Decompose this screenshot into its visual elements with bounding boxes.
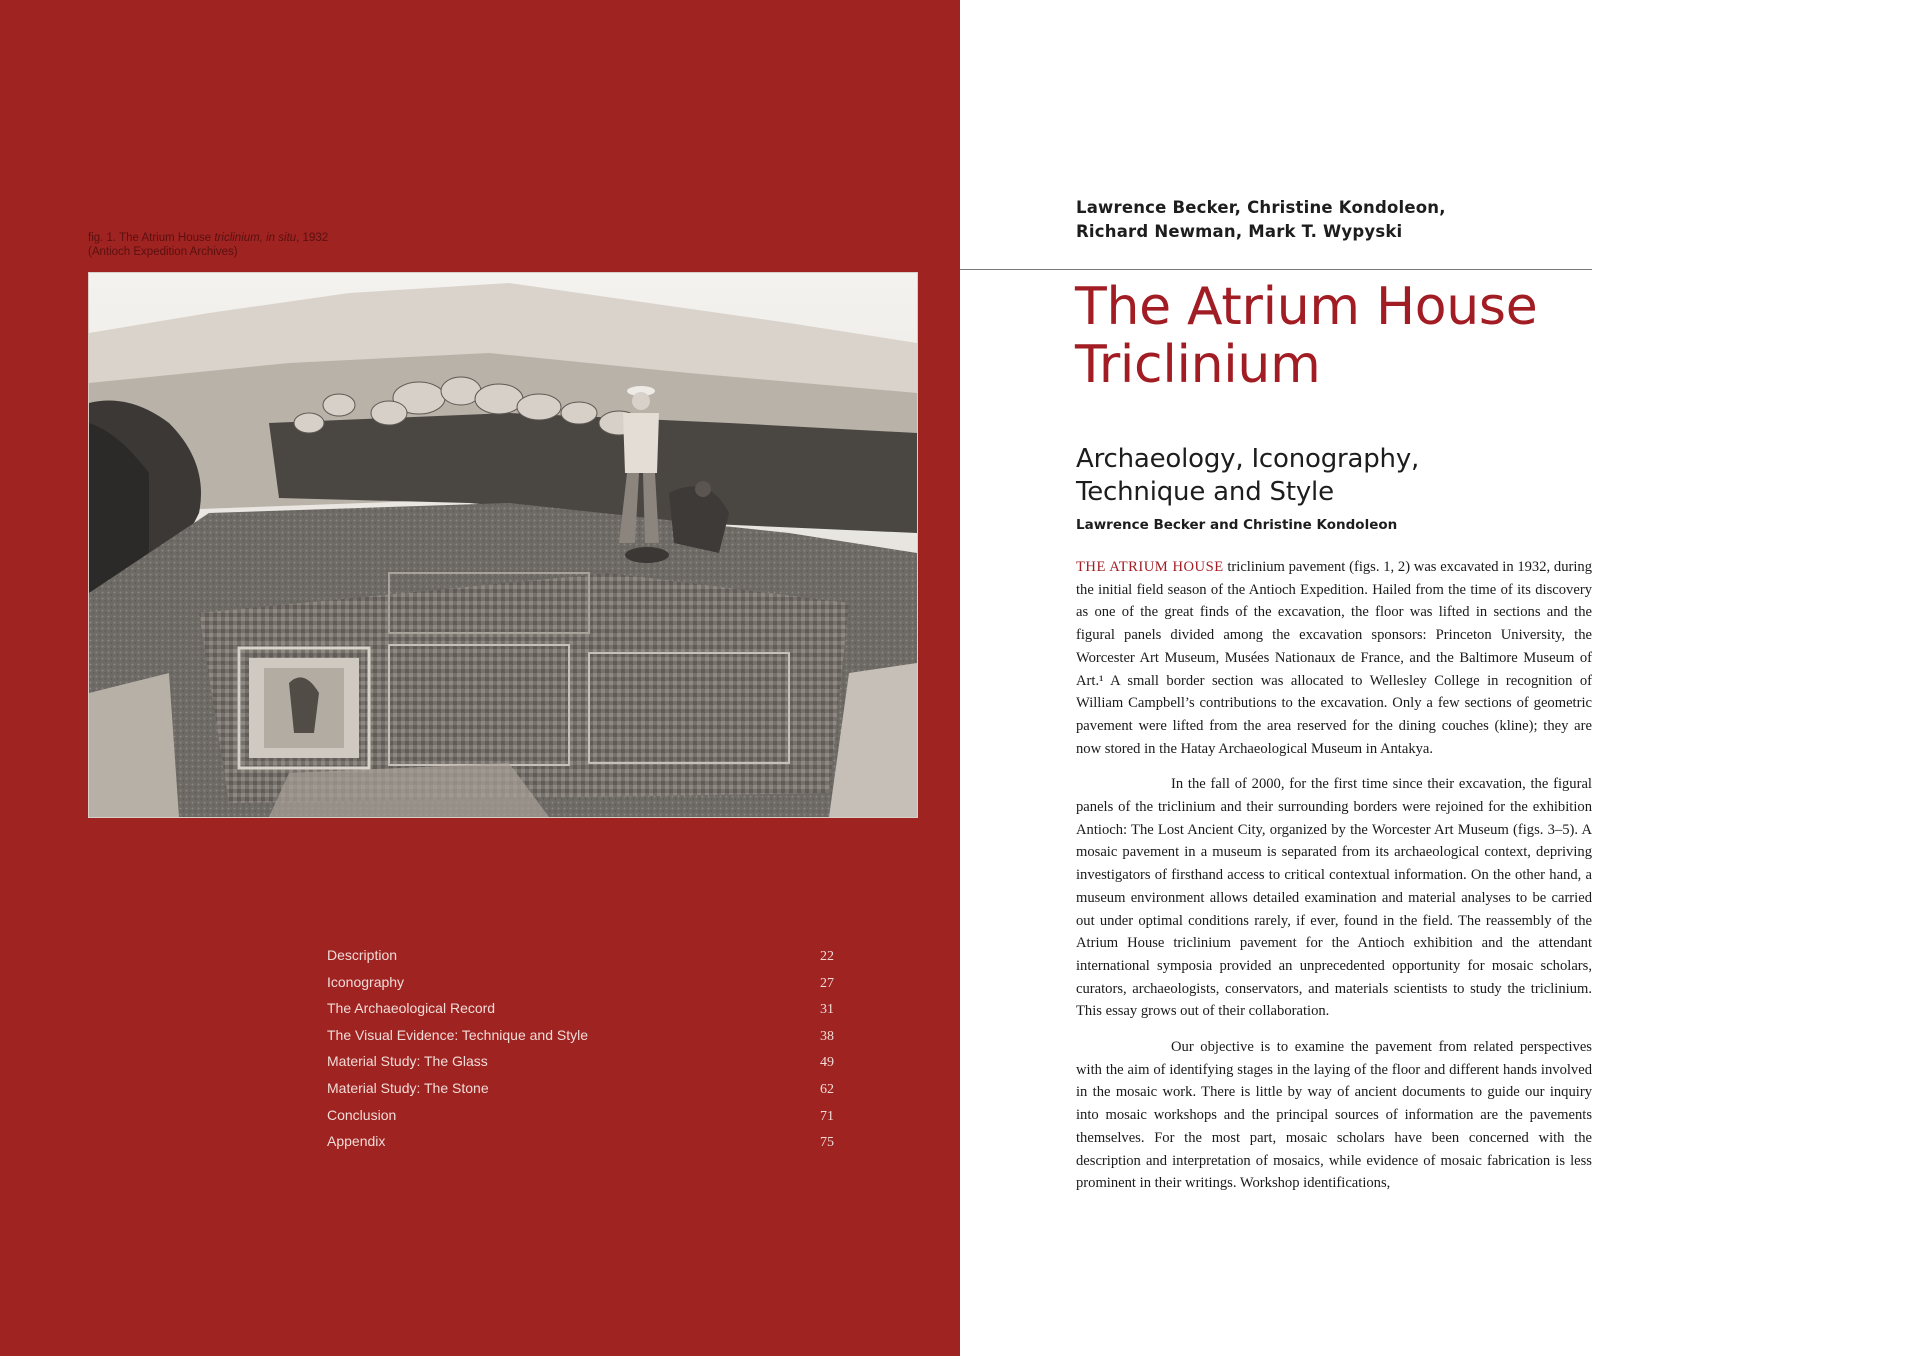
chapter-title [1075, 278, 1635, 394]
toc-label: Material Study: The Stone [327, 1079, 489, 1096]
toc-page-number: 49 [820, 1055, 834, 1071]
toc-page-number: 27 [820, 975, 834, 991]
toc-page-number: 22 [820, 949, 834, 964]
title-line: The Atrium House [1075, 277, 1538, 337]
caption-line-1 [88, 231, 508, 245]
subtitle-line: Technique and Style [1076, 477, 1334, 507]
toc-entry[interactable] [327, 1080, 834, 1107]
toc-entry[interactable] [327, 974, 834, 1001]
toc-entry[interactable] [327, 1053, 834, 1080]
caption-year: , 1932 [296, 232, 329, 244]
toc-entry[interactable] [327, 1000, 834, 1027]
toc-label: Description [327, 947, 398, 963]
toc-label: Conclusion [327, 1106, 397, 1123]
toc-label: Material Study: The Glass [327, 1053, 488, 1070]
divider-rule [960, 269, 1592, 270]
toc-page-number: 31 [820, 1002, 834, 1018]
author-list [1076, 196, 1636, 244]
toc-page-number: 75 [820, 1135, 834, 1151]
section-byline: Lawrence Becker and Christine Kondoleon [1076, 517, 1398, 533]
toc-entry[interactable] [327, 1107, 834, 1134]
toc-label: The Visual Evidence: Technique and Style [327, 1026, 588, 1043]
author-line: Lawrence Becker, Christine Kondoleon, [1076, 198, 1446, 217]
subtitle-line: Archaeology, Iconography, [1076, 444, 1420, 474]
section-title [1076, 443, 1636, 509]
excavation-photo [88, 272, 918, 818]
right-page [960, 0, 1920, 1356]
toc-entry[interactable] [327, 1027, 834, 1054]
toc-page-number: 71 [820, 1108, 834, 1124]
caption-italic: triclinium, in situ [214, 232, 297, 244]
toc-label: The Archaeological Record [327, 1000, 496, 1017]
lead-in: THE ATRIUM HOUSE [1076, 559, 1224, 575]
toc-entry[interactable] [327, 947, 834, 974]
paragraph [1076, 556, 1592, 760]
toc-page-number: 62 [820, 1081, 834, 1097]
paragraph: In the fall of 2000, for the first time since their excavation, the figural panels of the triclinium and their surrounding borders were rejoined for the exhibition Antioch: The Lost Ancient City, organized by the Worcester Art Museum (figs. 3–5). A mosaic pavement in a museum is separated from its archaeological context, depriving investigators of firsthand access to critical contextual information. On the other hand, a museum environment allows detailed examination and material analyses to be carried out under optimal conditions rarely, if ever, found in the field. The reassembly of the Atrium House triclinium pavement for the Antioch exhibition and the attendant international symposia provided an unprecedented opportunity for mosaic scholars, curators, archaeologists, conservators, and materials scientists to study the triclinium. This essay grows out of their collaboration. [1076, 776, 1592, 1020]
toc-label: Iconography [327, 973, 405, 990]
toc-entry[interactable] [327, 1133, 834, 1160]
paragraph: Our objective is to examine the pavement from related perspectives with the aim of identifying stages in the laying of the floor and different hands involved in the mosaic work. There is little by way of ancient documents to guide our inquiry into mosaic workshops and the principal sources of information are the pavements themselves. For the most part, mosaic scholars have been concerned with the description and interpretation of mosaics, while evidence of mosaic fabrication is less prominent in their writings. Workshop identifications, [1076, 1039, 1592, 1192]
paragraph-text: triclinium pavement (figs. 1, 2) was excavated in 1932, during the initial field season of the Antioch Expedition. Hailed from the time of its discovery as one of the great finds of the excavation, the floor was lifted in sections and the figural panels divided among the excavation sponsors: Princeton University, the Worcester Art Museum, Musées Nationaux de France, and the Baltimore Museum of Art.¹ A small border section was allocated to Wellesley College in recognition of William Campbell’s contributions to the excavation. Only a few sections of geometric pavement were lifted from the area reserved for the dining couches (kline); they are now stored in the Hatay Archaeological Museum in Antakya. [1076, 559, 1593, 757]
title-line: Triclinium [1075, 335, 1321, 395]
caption-text: fig. 1. The Atrium House [88, 232, 215, 244]
toc-label: Appendix [327, 1133, 386, 1150]
table-of-contents [327, 947, 834, 1160]
toc-page-number: 38 [820, 1028, 834, 1044]
caption-line-2: (Antioch Expedition Archives) [88, 246, 238, 258]
body-text [1076, 556, 1592, 1208]
figure-caption [88, 231, 508, 259]
author-line: Richard Newman, Mark T. Wypyski [1076, 222, 1403, 241]
